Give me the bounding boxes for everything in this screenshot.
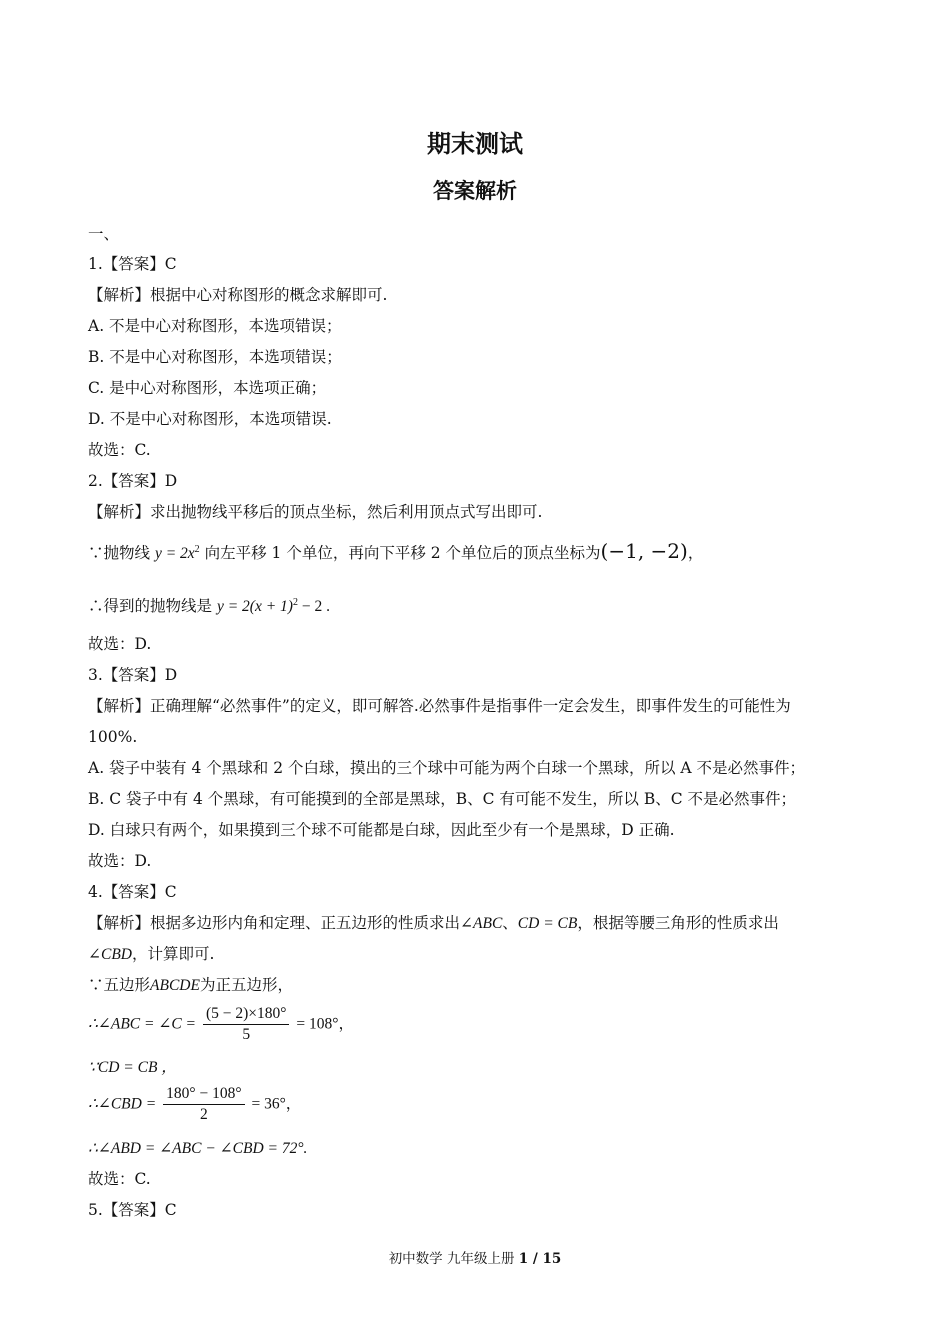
q3-option-bc: B. C 袋子中有 4 个黑球，有可能摸到的全部是黑球，B、C 有可能不发生，所以 B、C 不是必然事件； xyxy=(88,790,797,808)
q3-option-d: D. 白球只有两个，如果摸到三个球不可能都是白球，因此至少有一个是黑球，D 正确. xyxy=(88,821,675,839)
page-subtitle: 答案解析 xyxy=(433,179,517,203)
section-heading: 一、 xyxy=(88,225,120,243)
q4-line-1: ∵五边形ABCDE为正五边形， xyxy=(88,976,293,994)
q4-angle-abc: ∠ABC xyxy=(460,915,503,932)
q2-answer: 2.【答案】D xyxy=(88,472,178,490)
q1-answer: 1.【答案】C xyxy=(88,255,177,273)
q2-explanation: 【解析】求出抛物线平移后的顶点坐标，然后利用顶点式写出即可. xyxy=(88,503,543,521)
q4-line-3: ∵CD = CB ， xyxy=(88,1059,177,1076)
page-title: 期末测试 xyxy=(427,130,523,158)
q1-option-a: A. 不是中心对称图形，本选项错误； xyxy=(88,317,342,335)
q2-line-2-prefix: ∴得到的抛物线是 xyxy=(88,597,213,616)
q4-explanation-1: 【解析】根据多边形内角和定理、正五边形的性质求出∠ABC、CD = CB，根据等腰三角形的性质求出 xyxy=(88,914,779,932)
q4-fraction-1: $\frac{(5 - 2)\times 180^\circ}{5}$ xyxy=(203,1004,290,1045)
q2-line-1: ∵抛物线 $y = 2x^2$ 向左平移 1 个单位，再向下平移 2 个单位后的顶点坐标为(−1, −2)， xyxy=(88,539,704,564)
q3-selection: 故选：D. xyxy=(88,852,152,870)
q3-explanation-2: 100%. xyxy=(88,728,138,746)
q3-option-a: A. 袋子中装有 4 个黑球和 2 个白球，摸出的三个球中可能为两个白球一个黑球，所以 A 不是必然事件； xyxy=(88,759,806,777)
q2-parabola-formula: $y = 2x^2$ xyxy=(154,544,200,563)
q4-explanation-2: ∠CBD，计算即可. xyxy=(88,945,215,963)
q4-fraction-2: $\frac{180^\circ - 108^\circ}{2}$ xyxy=(163,1084,244,1125)
q4-angle-cbd: ∠CBD xyxy=(88,946,132,963)
q4-cd-equals-cb: CD = CB xyxy=(517,915,578,932)
q4-line-5: ∴∠ABD = ∠ABC − ∠CBD = 72°. xyxy=(88,1140,308,1157)
q4-answer: 4.【答案】C xyxy=(88,883,177,901)
footer-page-number: 1 / 15 xyxy=(518,1251,562,1267)
q1-option-c: C. 是中心对称图形，本选项正确； xyxy=(88,379,327,397)
q4-selection: 故选：C. xyxy=(88,1170,151,1188)
q2-line-2 xyxy=(88,593,868,617)
q4-line-2: ∴∠ABC = ∠C = $\frac{(5 - 2)\times 180^\circ}{5}$ = 108°， xyxy=(88,1005,354,1043)
q3-explanation-1: 【解析】正确理解“必然事件”的定义，即可解答.必然事件是指事件一定会发生，即事件发生的可能性为 xyxy=(88,697,791,715)
q1-option-b: B. 不是中心对称图形，本选项错误； xyxy=(88,348,342,366)
q2-result-formula: $y = 2(x + 1)^2 - 2$ . xyxy=(216,597,330,616)
q2-selection: 故选：D. xyxy=(88,635,152,653)
page-footer xyxy=(0,1247,950,1267)
q1-explanation: 【解析】根据中心对称图形的概念求解即可. xyxy=(88,286,388,304)
q2-line-1-middle: 向左平移 1 个单位，再向下平移 2 个单位后的顶点坐标为 xyxy=(204,544,601,563)
q2-vertex: (−1, −2) xyxy=(600,539,688,564)
q1-selection: 故选：C. xyxy=(88,441,151,459)
q3-answer: 3.【答案】D xyxy=(88,666,178,684)
footer-course: 初中数学 九年级上册 xyxy=(388,1251,515,1267)
q4-line-4: ∴∠CBD = $\frac{180^\circ - 108^\circ}{2}$ = 36°， xyxy=(88,1085,302,1123)
q1-option-d: D. 不是中心对称图形，本选项错误. xyxy=(88,410,332,428)
q4-pentagon: ABCDE xyxy=(150,977,200,994)
q5-answer: 5.【答案】C xyxy=(88,1201,177,1219)
q2-line-1-prefix: ∵抛物线 xyxy=(88,544,151,563)
